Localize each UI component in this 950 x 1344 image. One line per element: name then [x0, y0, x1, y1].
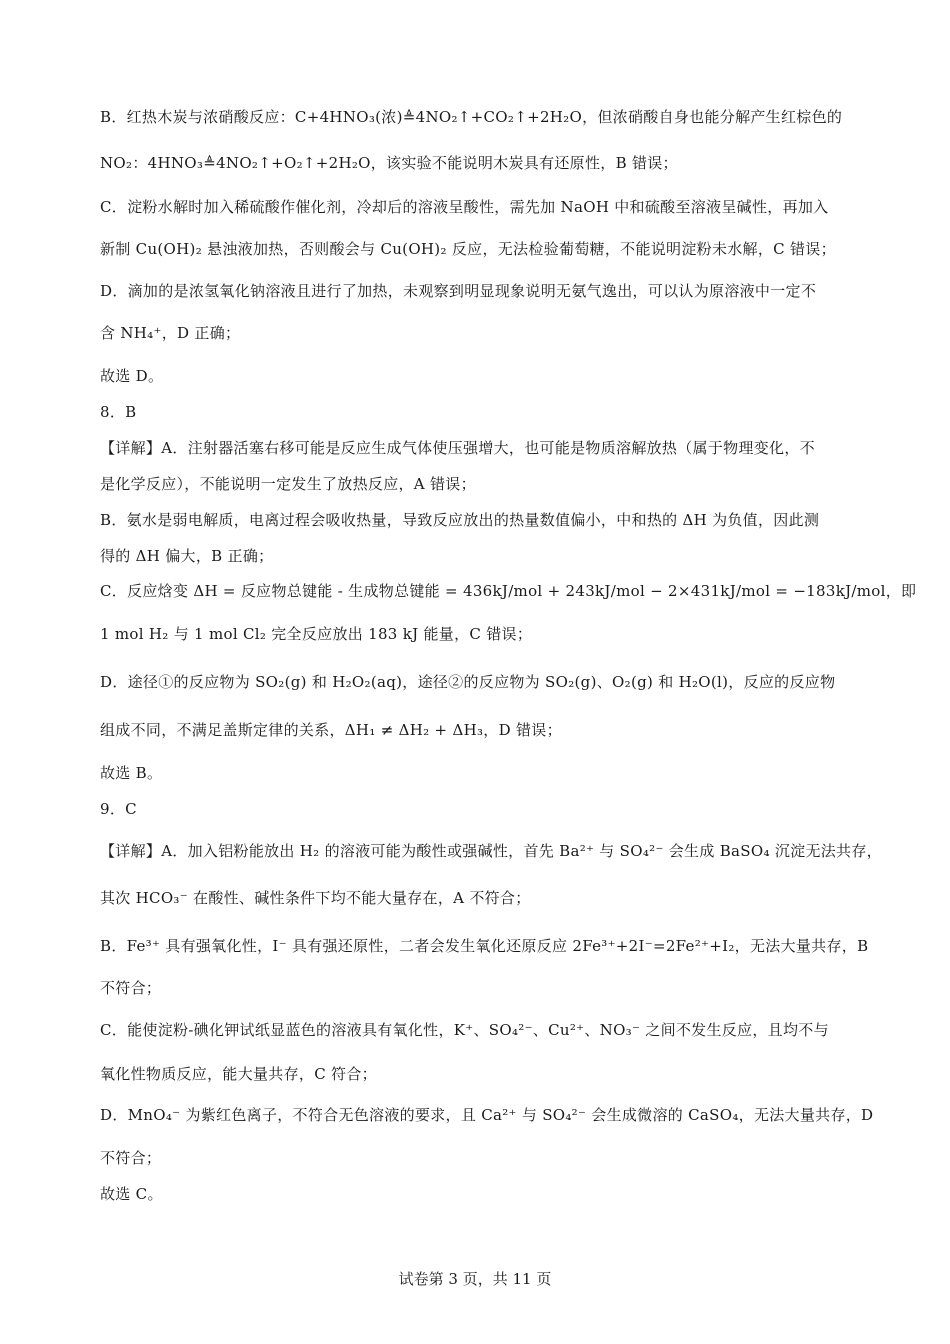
page-footer: 试卷第 3 页，共 11 页 [398, 1270, 552, 1288]
text-line: 1 mol H₂ 与 1 mol Cl₂ 完全反应放出 183 kJ 能量，C 错误； [100, 625, 533, 643]
text-line: 新制 Cu(OH)₂ 悬浊液加热，否则酸会与 Cu(OH)₂ 反应，无法检验葡萄糖，不能说明淀粉未水解，C 错误； [100, 240, 836, 258]
text-line: 【详解】A．注射器活塞右移可能是反应生成气体使压强增大，也可能是物质溶解放热（属于物理变化，不 [100, 439, 815, 457]
text-line: 不符合； [100, 979, 162, 997]
text-line: 故选 B。 [100, 764, 163, 782]
text-line: B．Fe³⁺ 具有强氧化性，I⁻ 具有强还原性，二者会发生氧化还原反应 2Fe³⁺+2I⁻=2Fe²⁺+I₂，无法大量共存，B [100, 937, 869, 955]
text-line: 故选 C。 [100, 1185, 163, 1203]
text-line: 组成不同，不满足盖斯定律的关系，ΔH₁ ≠ ΔH₂ + ΔH₃，D 错误； [100, 721, 562, 739]
text-line: 是化学反应），不能说明一定发生了放热反应，A 错误； [100, 475, 476, 493]
question-number: 9．C [100, 800, 137, 818]
text-line: C．反应焓变 ΔH = 反应物总键能 - 生成物总键能 = 436kJ/mol + 243kJ/mol − 2×431kJ/mol = −183kJ/mol，即 [100, 582, 917, 600]
text-line: B．氨水是弱电解质，电离过程会吸收热量，导致反应放出的热量数值偏小，中和热的 ΔH 为负值，因此测 [100, 511, 820, 529]
text-line: D．滴加的是浓氢氧化钠溶液且进行了加热，未观察到明显现象说明无氨气逸出，可以认为原溶液中一定不 [100, 282, 817, 300]
text-line: B．红热木炭与浓硝酸反应：C+4HNO₃(浓)≜4NO₂↑+CO₂↑+2H₂O，但浓硝酸自身也能分解产生红棕色的 [100, 108, 843, 126]
text-line: 故选 D。 [100, 367, 164, 385]
text-line: 氧化性物质反应，能大量共存，C 符合； [100, 1065, 377, 1083]
text-line: NO₂：4HNO₃≜4NO₂↑+O₂↑+2H₂O，该实验不能说明木炭具有还原性，B 错误； [100, 154, 678, 172]
text-line: D．途径①的反应物为 SO₂(g) 和 H₂O₂(aq)，途径②的反应物为 SO₂(g)、O₂(g) 和 H₂O(l)，反应的反应物 [100, 673, 836, 691]
text-line: 【详解】A．加入铝粉能放出 H₂ 的溶液可能为酸性或强碱性，首先 Ba²⁺ 与 SO₄²⁻ 会生成 BaSO₄ 沉淀无法共存， [100, 842, 882, 860]
text-line: 其次 HCO₃⁻ 在酸性、碱性条件下均不能大量存在，A 不符合； [100, 889, 531, 907]
text-line: 含 NH₄⁺，D 正确； [100, 324, 241, 342]
text-line: C．淀粉水解时加入稀硫酸作催化剂，冷却后的溶液呈酸性，需先加 NaOH 中和硫酸至溶液呈碱性，再加入 [100, 198, 829, 216]
text-line: C．能使淀粉-碘化钾试纸显蓝色的溶液具有氧化性，K⁺、SO₄²⁻、Cu²⁺、NO₃⁻ 之间不发生反应，且均不与 [100, 1021, 829, 1039]
question-number: 8．B [100, 403, 137, 421]
text-line: D．MnO₄⁻ 为紫红色离子，不符合无色溶液的要求，且 Ca²⁺ 与 SO₄²⁻ 会生成微溶的 CaSO₄，无法大量共存，D [100, 1106, 874, 1124]
text-line: 不符合； [100, 1149, 162, 1167]
text-line: 得的 ΔH 偏大，B 正确； [100, 547, 274, 565]
